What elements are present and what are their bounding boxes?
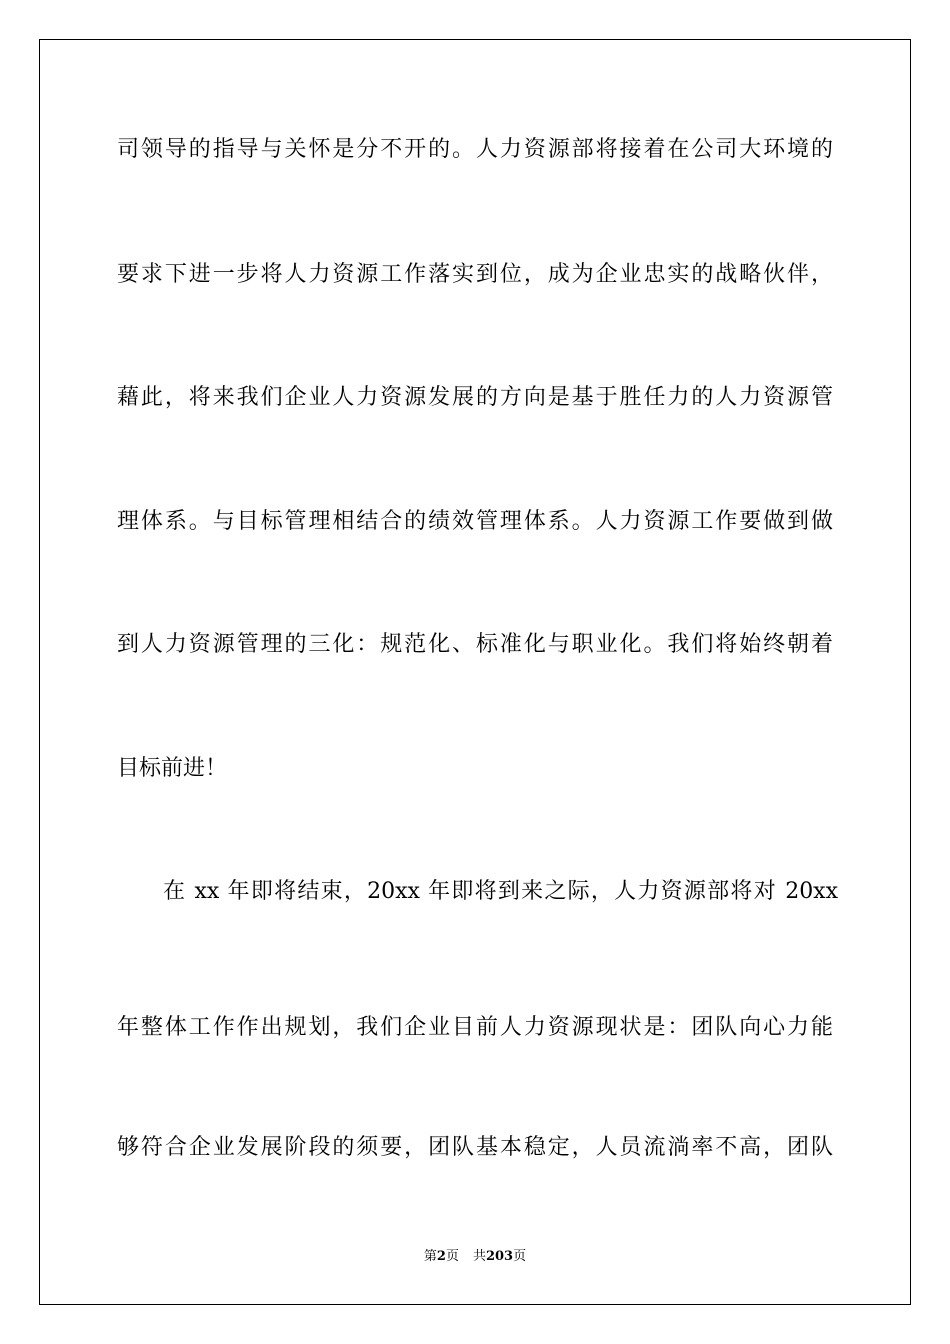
body-text-line-5: 到人力资源管理的三化：规范化、标准化与职业化。我们将始终朝着 [117,632,833,657]
body-text-line-2: 要求下进一步将人力资源工作落实到位，成为企业忠实的战略伙伴， [117,262,833,287]
body-text-line-9: 够符合企业发展阶段的须要，团队基本稳定，人员流淌率不高，团队 [117,1135,833,1160]
body-text-line-8: 年整体工作作出规划，我们企业目前人力资源现状是：团队向心力能 [117,1015,833,1040]
page-border [39,39,911,1305]
footer-total-suffix: 页 [513,1249,527,1264]
page-footer [0,1246,950,1268]
body-text-line-1: 司领导的指导与关怀是分不开的。人力资源部将接着在公司大环境的 [117,137,833,162]
body-text-paragraph-start: 在 xx 年即将结束，20xx 年即将到来之际，人力资源部将对 20xx [163,879,838,904]
footer-page-suffix: 页 [445,1249,459,1264]
footer-total-pages: 203 [485,1249,514,1264]
footer-page-prefix: 第 [423,1249,437,1264]
footer-page-number: 2 [436,1249,446,1264]
body-text-line-4: 理体系。与目标管理相结合的绩效管理体系。人力资源工作要做到做 [117,509,833,534]
body-text-line-6: 目标前进！ [117,756,228,781]
footer-total-prefix: 共 [472,1249,486,1264]
body-text-line-3: 藉此，将来我们企业人力资源发展的方向是基于胜任力的人力资源管 [117,385,833,410]
